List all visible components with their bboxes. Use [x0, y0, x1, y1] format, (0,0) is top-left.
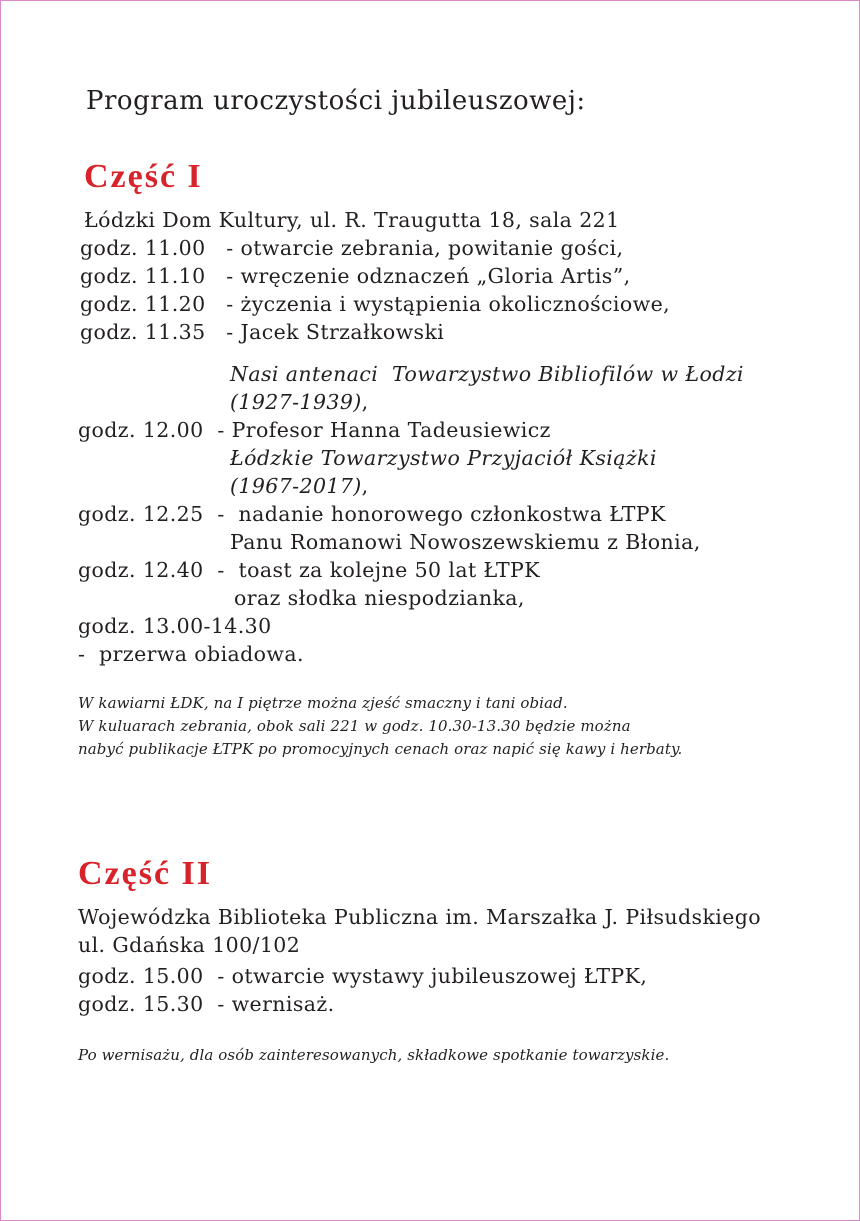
talk2-title: Łódzkie Towarzystwo Przyjaciół Książki	[230, 446, 657, 470]
part1-note: nabyć publikacje ŁTPK po promocyjnych cenach oraz napić się kawy i herbaty.	[78, 740, 683, 758]
part1-venue: Łódzki Dom Kultury, ul. R. Traugutta 18, sala 221	[84, 208, 620, 232]
part2-venue: Wojewódzka Biblioteka Publiczna im. Marszałka J. Piłsudskiego	[78, 905, 762, 929]
part2-address: ul. Gdańska 100/102	[78, 933, 301, 957]
talk2-suffix: ,	[361, 474, 369, 498]
schedule-item: godz. 13.00-14.30	[78, 614, 272, 638]
schedule-item-continuation: oraz słodka niespodzianka,	[234, 586, 525, 610]
schedule-item: godz. 11.35 - Jacek Strzałkowski	[80, 320, 445, 344]
talk1-years-line	[230, 390, 369, 414]
talk2-years-line	[230, 474, 369, 498]
schedule-item-continuation: - przerwa obiadowa.	[78, 642, 304, 666]
schedule-item: godz. 12.25 - nadanie honorowego członkostwa ŁTPK	[78, 502, 666, 526]
part2-note: Po wernisażu, dla osób zainteresowanych, składkowe spotkanie towarzyskie.	[78, 1046, 670, 1064]
part2-heading: Część II	[78, 855, 213, 892]
talk1-years: (1927-1939)	[230, 390, 362, 414]
schedule-item: godz. 15.30 - wernisaż.	[78, 992, 335, 1016]
part1-note: W kawiarni ŁDK, na I piętrze można zjeść smaczny i tani obiad.	[78, 694, 568, 712]
part1-heading: Część I	[84, 158, 203, 195]
part1-note: W kuluarach zebrania, obok sali 221 w godz. 10.30-13.30 będzie można	[78, 717, 631, 735]
schedule-item-continuation: Panu Romanowi Nowoszewskiemu z Błonia,	[230, 530, 701, 554]
talk2-years: (1967-2017)	[230, 474, 362, 498]
schedule-item: godz. 11.10 - wręczenie odznaczeń „Gloria Artis”,	[80, 264, 631, 288]
page-title: Program uroczystości jubileuszowej:	[86, 86, 586, 116]
talk1-title: Nasi antenaci Towarzystwo Bibliofilów w Łodzi	[230, 362, 744, 386]
schedule-item: godz. 11.20 - życzenia i wystąpienia okolicznościowe,	[80, 292, 671, 316]
schedule-item: godz. 11.00 - otwarcie zebrania, powitanie gości,	[80, 236, 624, 260]
schedule-item: godz. 15.00 - otwarcie wystawy jubileuszowej ŁTPK,	[78, 964, 648, 988]
talk1-suffix: ,	[361, 390, 369, 414]
schedule-item: godz. 12.40 - toast za kolejne 50 lat ŁTPK	[78, 558, 540, 582]
schedule-item: godz. 12.00 - Profesor Hanna Tadeusiewicz	[78, 418, 551, 442]
